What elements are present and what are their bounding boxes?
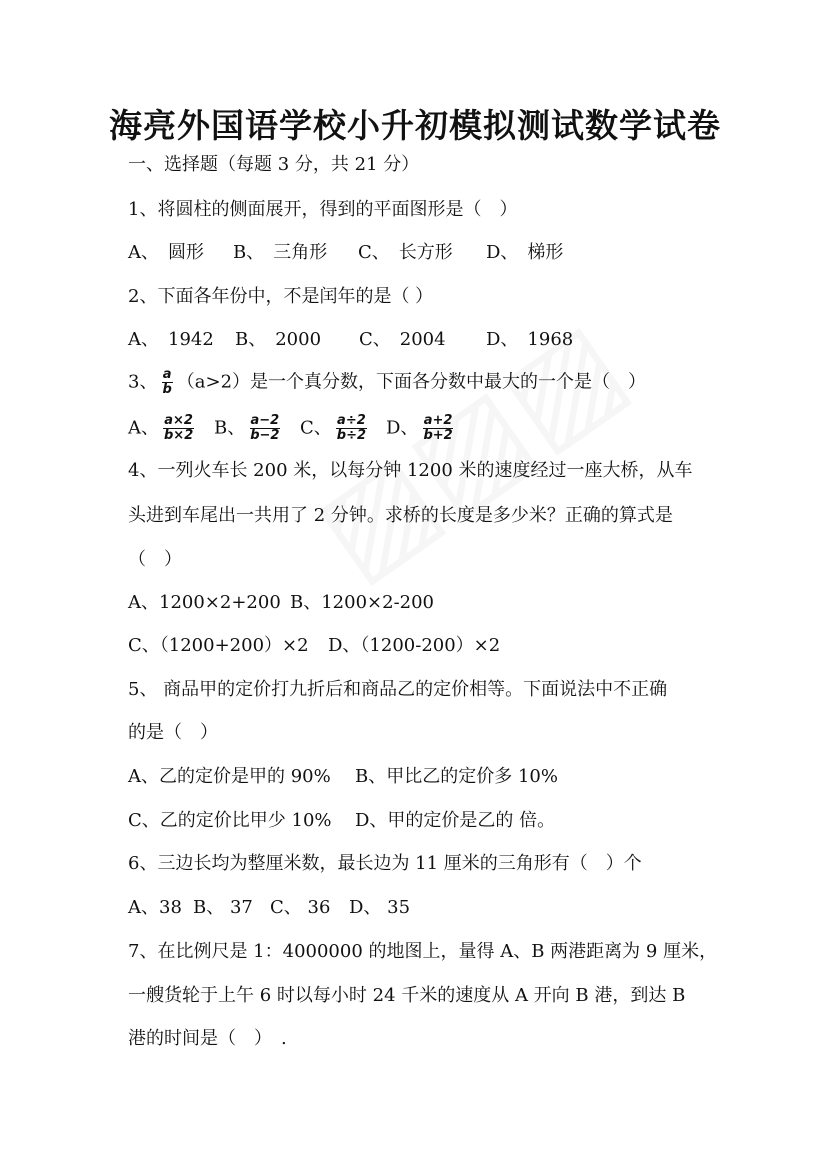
q6-option-d: D、 35 (349, 897, 411, 918)
q3-option-a-label: A、 (128, 417, 159, 439)
question-4-line-1: 4、一列火车长 200 米，以每分钟 1200 米的速度经过一座大桥，从车 (128, 460, 693, 481)
question-7-line-1: 7、在比例尺是 1：4000000 的地图上，量得 A、B 两港距离为 9 厘米， (128, 941, 718, 962)
q3-option-b (214, 414, 300, 443)
q3-option-d-label: D、 (386, 417, 419, 439)
q2-option-c: C、 2004 (359, 329, 446, 350)
q4-option-b: B、1200×2-200 (290, 592, 435, 613)
q3-option-b-frac (249, 414, 280, 443)
q5-option-a: A、乙的定价是甲的 90% (128, 766, 331, 787)
page-title: 海亮外国语学校小升初模拟测试数学试卷 (109, 106, 721, 145)
q3-option-c-den: b÷2 (336, 428, 367, 443)
q3-frac-den: b (162, 382, 172, 397)
q3-prefix: 3、 (128, 371, 158, 393)
question-5-options-cd (128, 808, 555, 834)
q3-option-d-num: a+2 (423, 413, 453, 428)
question-5-line-2: 的是（ ） (128, 722, 218, 743)
q3-stem-rest: （a>2）是一个真分数，下面各分数中最大的一个是（ ） (176, 371, 647, 393)
question-6-options (128, 895, 410, 921)
q4-option-c: C、（1200+200）×2 (128, 635, 309, 656)
question-7-line-2: 一艘货轮于上午 6 时以每小时 24 千米的速度从 A 开向 B 港，到达 B (128, 985, 686, 1006)
q3-option-d (386, 414, 458, 443)
q3-frac-num: a (162, 367, 172, 382)
q4-option-d: D、（1200-200）×2 (328, 635, 501, 656)
question-3-options (128, 414, 458, 443)
question-6-stem: 6、三边长均为整厘米数，最长边为 11 厘米的三角形有（ ）个 (128, 853, 642, 874)
q4-option-a: A、1200×2+200 (128, 592, 281, 613)
question-4-line-3: （ ） (128, 549, 182, 570)
q5-option-b: B、甲比乙的定价多 10% (355, 766, 558, 787)
q3-option-b-den: b−2 (250, 428, 280, 443)
q2-option-b: B、 2000 (235, 329, 322, 350)
question-4-options-cd (128, 633, 500, 659)
q3-option-d-den: b+2 (423, 428, 453, 443)
q6-option-c: C、 36 (270, 897, 331, 918)
q5-option-c: C、乙的定价比甲少 10% (128, 810, 332, 831)
question-5-options-ab (128, 764, 558, 790)
q3-option-a-den: b×2 (164, 428, 194, 443)
question-1-options (128, 240, 563, 266)
q3-fraction (161, 368, 172, 397)
question-2-stem: 2、下面各年份中，不是闰年的是（ ） (128, 286, 434, 307)
q5-option-d: D、甲的定价是乙的 倍。 (355, 810, 556, 831)
q3-option-c-frac (336, 414, 367, 443)
question-2-options (128, 327, 573, 353)
q6-option-b: B、 37 (193, 897, 253, 918)
q3-option-d-frac (422, 414, 453, 443)
q3-option-a (128, 414, 214, 443)
q3-option-c-label: C、 (300, 417, 332, 439)
q2-option-d: D、 1968 (486, 329, 574, 350)
section-heading: 一、选择题（每题 3 分，共 21 分） (128, 154, 420, 175)
question-5-line-1: 5、 商品甲的定价打九折后和商品乙的定价相等。下面说法中不正确 (128, 679, 668, 700)
q1-option-d: D、 梯形 (486, 242, 564, 263)
q3-option-a-num: a×2 (164, 413, 193, 428)
question-4-line-2: 头进到车尾出一共用了 2 分钟。求桥的长度是多少米？正确的算式是 (128, 505, 673, 526)
q3-option-b-label: B、 (214, 417, 246, 439)
q1-option-c: C、 长方形 (358, 242, 453, 263)
q3-option-c-num: a÷2 (337, 413, 366, 428)
q1-option-b: B、 三角形 (233, 242, 328, 263)
q6-option-a: A、38 (128, 897, 182, 918)
question-1-stem: 1、将圆柱的侧面展开，得到的平面图形是（ ） (128, 199, 518, 220)
question-4-options-ab (128, 590, 434, 616)
q1-option-a: A、 圆形 (128, 242, 204, 263)
q3-option-a-frac (163, 414, 194, 443)
q3-option-b-num: a−2 (250, 413, 280, 428)
q3-option-c (300, 414, 386, 443)
question-3-stem (128, 368, 646, 397)
question-7-line-3: 港的时间是（ ） . (128, 1028, 287, 1049)
q2-option-a: A、 1942 (128, 329, 214, 350)
